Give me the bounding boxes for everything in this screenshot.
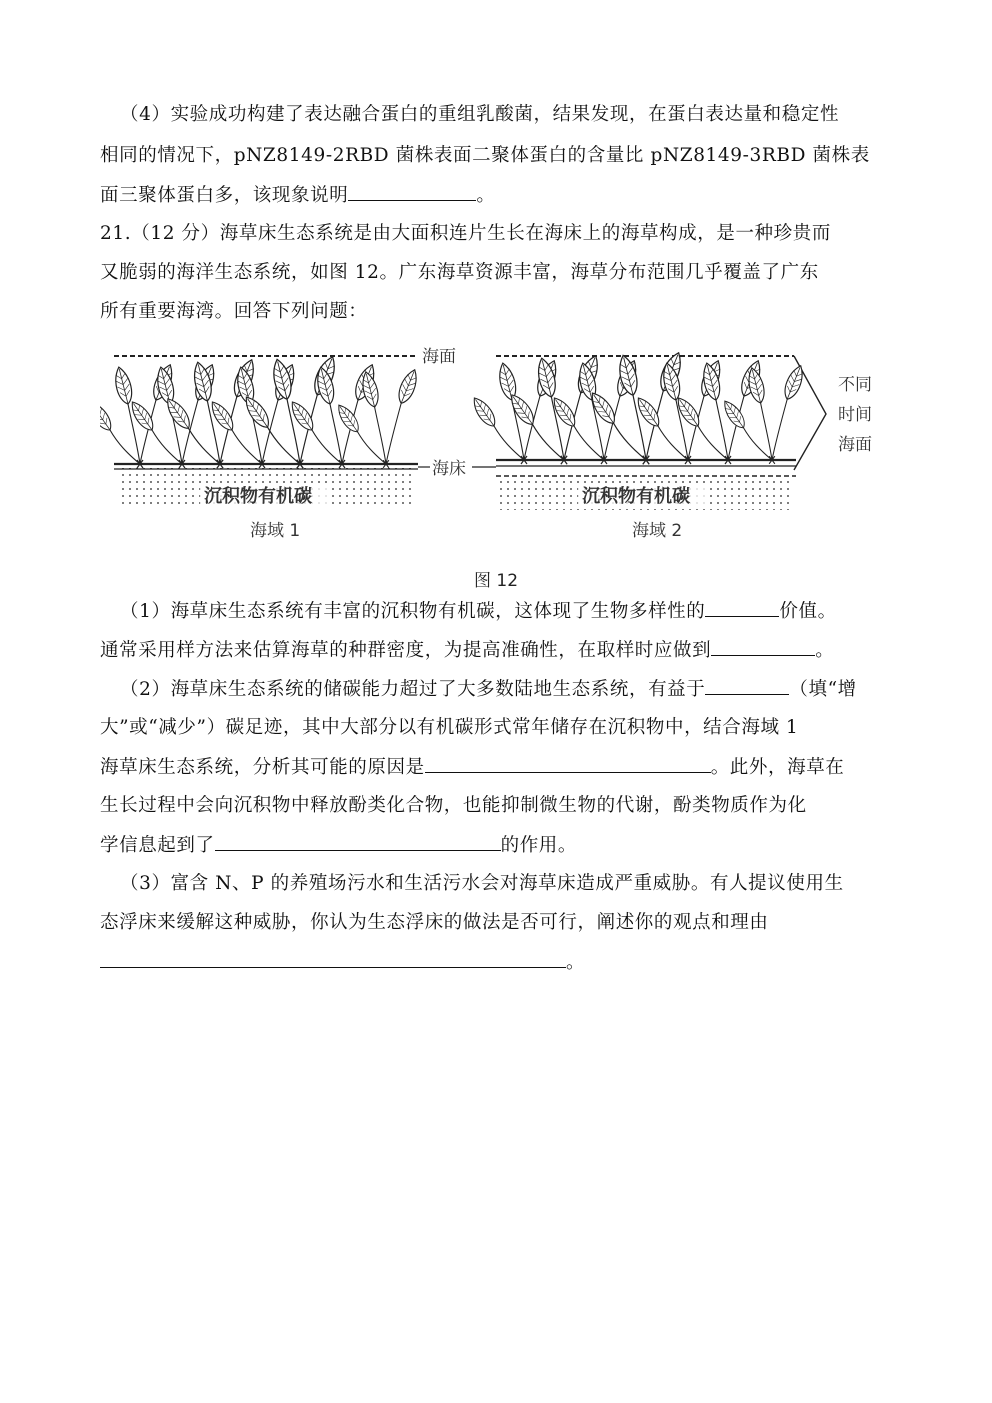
q21-part1-line1 [120, 598, 920, 625]
q21-part2-line5-text: 学信息起到了 [100, 835, 215, 856]
answer-blank[interactable] [215, 832, 501, 851]
q21-part3-line1: （3）富含 N、P 的养殖场污水和生活污水会对海草床造成严重威胁。有人提议使用生 [120, 873, 844, 894]
seagrass-figure [100, 340, 900, 550]
q21-part2-line1-text: （2）海草床生态系统的储碳能力超过了大多数陆地生态系统，有益于 [120, 679, 706, 700]
q21-part1-line2-text: 通常采用样方法来估算海草的种群密度，为提高准确性，在取样时应做到 [100, 640, 712, 661]
seabed-label: 海床 [432, 459, 466, 479]
answer-blank[interactable] [705, 598, 779, 617]
answer-blank[interactable] [100, 949, 566, 968]
q21-part2-line3-end: 。此外，海草在 [710, 757, 845, 778]
q21-part3-line3-end: 。 [566, 952, 586, 973]
sediment-label-2: 沉积物有机碳 [582, 486, 690, 507]
sediment-label-1: 沉积物有机碳 [204, 486, 312, 507]
q20-part4-line2: 相同的情况下，pNZ8149-2RBD 菌株表面二聚体蛋白的含量比 pNZ8149-3RBD 菌株表 [100, 145, 870, 166]
q21-part1-line1-text: （1）海草床生态系统有丰富的沉积物有机碳，这体现了生物多样性的 [120, 601, 706, 622]
q21-part2-line3 [100, 754, 900, 781]
q21-part2-line3-text: 海草床生态系统，分析其可能的原因是 [100, 757, 425, 778]
q21-part3-line3 [100, 949, 900, 976]
q20-part4-line3-end: 。 [476, 185, 496, 206]
q21-part2-line2: 大”或“减少”）碳足迹，其中大部分以有机碳形式常年储存在沉积物中，结合海域 1 [100, 717, 799, 738]
area-2-label: 海域 2 [632, 521, 683, 541]
q21-part1-line1-end: 价值。 [779, 601, 837, 622]
q21-part2-line1 [120, 676, 920, 703]
area-1-label: 海域 1 [250, 521, 301, 541]
q21-part2-line5-end: 的作用。 [500, 835, 578, 856]
q21-intro-line2: 又脆弱的海洋生态系统，如图 12。广东海草资源丰富，海草分布范围几乎覆盖了广东 [100, 262, 819, 283]
q21-part1-line2 [100, 637, 900, 664]
figure-caption: 图 12 [473, 571, 519, 591]
q21-part1-line2-end: 。 [815, 640, 835, 661]
sea-area-1 [100, 347, 456, 541]
answer-blank[interactable] [425, 754, 711, 773]
sea-area-2 [469, 350, 826, 541]
varying-surface-label-1: 不同 [838, 375, 872, 395]
seagrass-plants-1 [100, 354, 421, 468]
q21-part2-line4: 生长过程中会向沉积物中释放酚类化合物，也能抑制微生物的代谢，酚类物质作为化 [100, 795, 807, 816]
q21-intro-line1: 21.（12 分）海草床生态系统是由大面积连片生长在海床上的海草构成，是一种珍贵而 [100, 223, 831, 244]
seagrass-plants-2 [469, 350, 807, 464]
q21-part2-line1-end: （填“增 [789, 679, 857, 700]
q20-part4-line3 [100, 182, 900, 209]
q20-part4-line3-text: 面三聚体蛋白多，该现象说明 [100, 185, 349, 206]
q20-part4-line1: （4）实验成功构建了表达融合蛋白的重组乳酸菌，结果发现，在蛋白表达量和稳定性 [120, 104, 840, 125]
sea-surface-label: 海面 [422, 347, 456, 367]
varying-surface-label-3: 海面 [838, 435, 872, 455]
q21-part2-line5 [100, 832, 900, 859]
answer-blank[interactable] [348, 182, 476, 201]
answer-blank[interactable] [711, 637, 815, 656]
answer-blank[interactable] [705, 676, 789, 695]
q21-intro-line3: 所有重要海湾。回答下列问题： [100, 301, 368, 322]
q21-part3-line2: 态浮床来缓解这种威胁，你认为生态浮床的做法是否可行，阐述你的观点和理由 [100, 912, 769, 933]
varying-surface-label-2: 时间 [838, 405, 872, 425]
